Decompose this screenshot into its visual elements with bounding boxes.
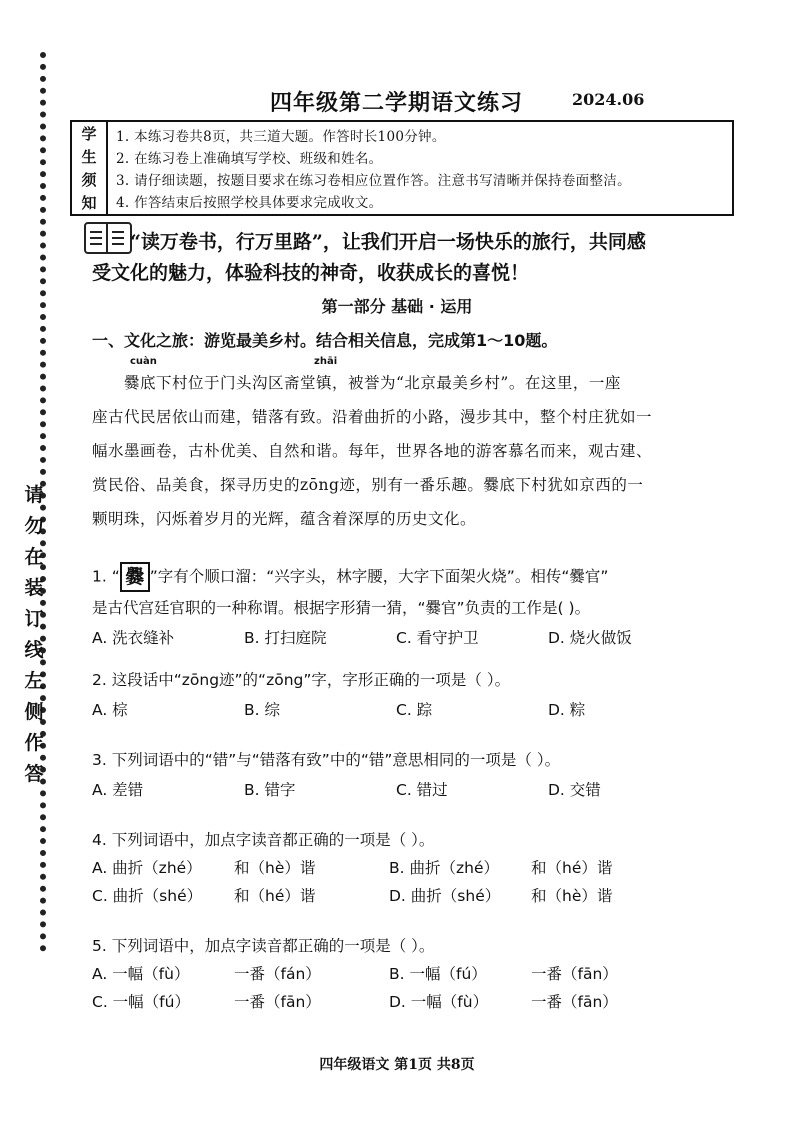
pinyin-annotation: zhāi xyxy=(314,356,338,367)
option-a[interactable]: A. 差错 xyxy=(92,781,144,799)
question-stem: 4. 下列词语中，加点字读音都正确的一项是（ ）。 xyxy=(92,831,435,849)
question-stem: 5. 下列词语中，加点字读音都正确的一项是（ ）。 xyxy=(92,937,435,955)
notice-heading-char: 学 xyxy=(81,125,97,143)
option-d[interactable]: D. 粽 xyxy=(548,701,586,719)
notice-heading-char: 生 xyxy=(81,148,97,166)
binding-char: 请 xyxy=(24,484,44,506)
boxed-character: 爨 xyxy=(120,562,150,592)
option-d[interactable]: D. 烧火做饭 xyxy=(548,629,632,647)
option-d-part2: 一番（fān） xyxy=(531,993,618,1011)
part-heading: 第一部分 基础 · 运用 xyxy=(321,297,473,316)
question-5 xyxy=(92,934,662,1012)
question-3 xyxy=(92,748,700,800)
option-d[interactable]: D. 一幅（fù） xyxy=(389,993,489,1011)
option-c[interactable]: C. 看守护卫 xyxy=(396,629,479,647)
reading-passage xyxy=(92,366,732,536)
binding-char: 答 xyxy=(24,763,44,785)
question-1 xyxy=(92,562,700,648)
question-stem xyxy=(92,562,700,592)
option-b[interactable]: B. 综 xyxy=(244,701,280,719)
question-stem-part: ”字有个顺口溜：“兴字头，林字腰，大字下面架火烧”。相传“爨官” xyxy=(149,567,609,586)
question-stem-part: 1. “ xyxy=(92,567,120,586)
option-d[interactable]: D. 曲折（shé） xyxy=(389,887,501,905)
passage-line: 赏民俗、品美食，探寻历史的zōng迹，别有一番乐趣。爨底下村犹如京西的一 xyxy=(92,476,644,494)
passage-line: 爨底下村位于门头沟区斋堂镇，被誉为“北京最美乡村”。在这里，一座 xyxy=(124,374,621,392)
binding-char: 在 xyxy=(24,546,44,568)
book-icon xyxy=(84,222,132,254)
page-title: 四年级第二学期语文练习 xyxy=(270,90,524,116)
binding-char: 勿 xyxy=(24,515,44,537)
option-a[interactable]: A. 棕 xyxy=(92,701,128,719)
pinyin-annotation: cuàn xyxy=(130,356,157,367)
question-stem: 2. 这段话中“zōng迹”的“zōng”字，字形正确的一项是（ ）。 xyxy=(92,671,511,689)
option-a[interactable]: A. 一幅（fù） xyxy=(92,965,190,983)
notice-heading xyxy=(72,122,108,214)
question-options xyxy=(92,856,662,906)
notice-item: 4. 作答结束后按照学校具体要求完成收文。 xyxy=(116,195,383,211)
option-c[interactable]: C. 一幅（fú） xyxy=(92,993,190,1011)
student-notice-box xyxy=(70,120,734,216)
option-b[interactable]: B. 打扫庭院 xyxy=(244,629,327,647)
option-b[interactable]: B. 一幅（fú） xyxy=(389,965,487,983)
option-a-part2: 一番（fán） xyxy=(234,965,321,983)
question-4 xyxy=(92,828,662,906)
question-2 xyxy=(92,668,700,720)
question-options xyxy=(92,962,662,1012)
binding-char: 侧 xyxy=(24,701,44,723)
binding-char: 作 xyxy=(24,732,44,754)
notice-item: 1. 本练习卷共8页，共三道大题。作答时长100分钟。 xyxy=(116,129,446,145)
option-b[interactable]: B. 曲折（zhé） xyxy=(389,859,499,877)
option-c-part2: 一番（fān） xyxy=(234,993,321,1011)
notice-heading-char: 知 xyxy=(81,194,97,212)
page-footer: 四年级语文 第1页 共8页 xyxy=(319,1057,475,1073)
binding-char: 线 xyxy=(24,639,44,661)
option-c-part2: 和（hé）谐 xyxy=(234,887,316,905)
intro-line-1: “读万卷书，行万里路”，让我们开启一场快乐的旅行，共同感 xyxy=(130,231,646,253)
question-stem: 3. 下列词语中的“错”与“错落有致”中的“错”意思相同的一项是（ ）。 xyxy=(92,751,561,769)
passage-line: 座古代民居依山而建，错落有致。沿着曲折的小路，漫步其中，整个村庄犹如一 xyxy=(92,408,653,426)
option-d[interactable]: D. 交错 xyxy=(548,781,601,799)
notice-heading-char: 须 xyxy=(81,171,97,189)
section-heading: 一、文化之旅：游览最美乡村。结合相关信息，完成第1～10题。 xyxy=(92,331,558,350)
question-options xyxy=(92,698,700,720)
intro-line-2: 受文化的魅力，体验科技的神奇，收获成长的喜悦！ xyxy=(92,262,530,284)
question-stem-line2: 是古代宫廷官职的一种称谓。根据字形猜一猜，“爨官”负责的工作是( )。 xyxy=(92,599,591,617)
option-c[interactable]: C. 踪 xyxy=(396,701,433,719)
option-a-part2: 和（hè）谐 xyxy=(234,859,316,877)
question-options xyxy=(92,778,700,800)
option-b[interactable]: B. 错字 xyxy=(244,781,296,799)
notice-item: 2. 在练习卷上准确填写学校、班级和姓名。 xyxy=(116,151,383,167)
option-a[interactable]: A. 洗衣缝补 xyxy=(92,629,175,647)
question-options xyxy=(92,626,700,648)
binding-char: 订 xyxy=(24,608,44,630)
option-b-part2: 和（hé）谐 xyxy=(531,859,613,877)
option-d-part2: 和（hè）谐 xyxy=(531,887,613,905)
option-c[interactable]: C. 错过 xyxy=(396,781,448,799)
notice-item: 3. 请仔细读题，按题目要求在练习卷相应位置作答。注意书写清晰并保持卷面整洁。 xyxy=(116,173,631,189)
binding-char: 装 xyxy=(24,577,44,599)
notice-items xyxy=(108,122,732,214)
binding-char: 左 xyxy=(24,670,44,692)
option-c[interactable]: C. 曲折（shé） xyxy=(92,887,203,905)
exam-date: 2024.06 xyxy=(572,90,645,109)
passage-line: 幅水墨画卷，古朴优美、自然和谐。每年，世界各地的游客慕名而来，观古建、 xyxy=(92,442,653,460)
binding-warning xyxy=(22,480,46,790)
option-a[interactable]: A. 曲折（zhé） xyxy=(92,859,202,877)
passage-line: 颗明珠，闪烁着岁月的光辉，蕴含着深厚的历史文化。 xyxy=(92,510,477,528)
option-b-part2: 一番（fān） xyxy=(531,965,618,983)
